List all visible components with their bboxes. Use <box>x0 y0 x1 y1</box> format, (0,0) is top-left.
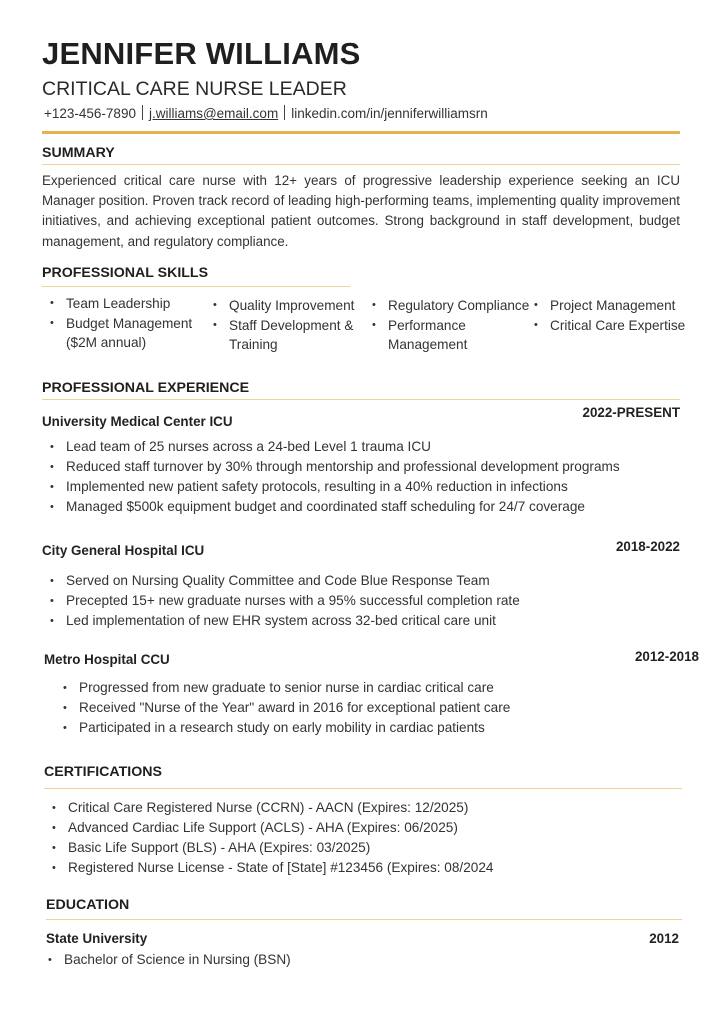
job-bullets <box>55 678 715 738</box>
skills-column-3 <box>364 296 539 355</box>
list-item: • Registered Nurse License - State of [State] #123456 (Expires: 08/2024 <box>44 858 704 878</box>
list-item: • Progressed from new graduate to senior nurse in cardiac critical care <box>55 678 715 698</box>
job-org: University Medical Center ICU <box>42 414 233 429</box>
certifications-list <box>44 798 704 878</box>
separator <box>284 105 285 120</box>
skill-item: • Project Management <box>526 296 716 316</box>
list-item: • Reduced staff turnover by 30% through mentorship and professional development programs <box>42 457 702 477</box>
phone: +123-456-7890 <box>44 106 136 121</box>
list-item: • Advanced Cardiac Life Support (ACLS) - AHA (Expires: 06/2025) <box>44 818 704 838</box>
list-item: • Bachelor of Science in Nursing (BSN) <box>40 950 700 970</box>
job-date: 2012-2018 <box>634 649 699 664</box>
job-org: City General Hospital ICU <box>42 543 205 558</box>
summary-text: Experienced critical care nurse with 12+ years of progressive leadership experience seeking an ICU Manager position. Proven track record of leading high-performing teams, implementing quality improvement initiatives, and achieving exceptional patient outcomes. Strong background in staff development, budget management, and regulatory compliance. <box>42 173 680 249</box>
job-org: Metro Hospital CCU <box>44 652 170 667</box>
skill-item: • Critical Care Expertise <box>526 316 716 336</box>
skill-item: • Regulatory Compliance <box>364 296 539 316</box>
education-list <box>40 950 700 970</box>
candidate-name: JENNIFER WILLIAMS <box>42 36 361 71</box>
education-divider <box>46 919 682 920</box>
job-date: 2022-PRESENT <box>582 405 680 420</box>
skill-item: • Staff Development & Training <box>205 316 370 355</box>
list-item: • Received "Nurse of the Year" award in 2016 for exceptional patient care <box>55 698 715 718</box>
summary-divider <box>42 164 680 165</box>
education-school: State University <box>46 931 148 946</box>
job-bullets <box>42 437 702 517</box>
skills-column-2 <box>205 296 370 355</box>
certifications-divider <box>44 788 682 789</box>
skills-column-1 <box>42 294 212 353</box>
skill-item: • Performance Management <box>364 316 539 355</box>
linkedin-link[interactable]: linkedin.com/in/jenniferwilliamsrn <box>291 106 488 121</box>
skills-heading: PROFESSIONAL SKILLS <box>42 265 209 281</box>
experience-divider <box>42 399 680 400</box>
experience-heading: PROFESSIONAL EXPERIENCE <box>42 380 250 396</box>
job-date: 2018-2022 <box>615 539 680 554</box>
list-item: • Critical Care Registered Nurse (CCRN) - AACN (Expires: 12/2025) <box>44 798 704 818</box>
list-item: • Led implementation of new EHR system across 32-bed critical care unit <box>42 611 702 631</box>
list-item: • Managed $500k equipment budget and coordinated staff scheduling for 24/7 coverage <box>42 497 702 517</box>
skill-item: • Quality Improvement <box>205 296 370 316</box>
certifications-heading: CERTIFICATIONS <box>44 764 162 780</box>
education-date: 2012 <box>649 931 679 946</box>
list-item: • Lead team of 25 nurses across a 24-bed Level 1 trauma ICU <box>42 437 702 457</box>
list-item: • Basic Life Support (BLS) - AHA (Expires: 03/2025) <box>44 838 704 858</box>
skill-item: • Budget Management ($2M annual) <box>42 314 212 353</box>
skills-column-4 <box>526 296 716 335</box>
list-item: • Implemented new patient safety protocols, resulting in a 40% reduction in infections <box>42 477 702 497</box>
contact-line <box>44 105 488 121</box>
separator <box>142 105 143 120</box>
list-item: • Precepted 15+ new graduate nurses with a 95% successful completion rate <box>42 591 702 611</box>
skill-item: • Team Leadership <box>42 294 212 314</box>
job-bullets <box>42 571 702 631</box>
skills-divider <box>42 286 350 287</box>
summary-heading: SUMMARY <box>42 145 115 161</box>
candidate-title: CRITICAL CARE NURSE LEADER <box>42 78 347 100</box>
list-item: • Served on Nursing Quality Committee and Code Blue Response Team <box>42 571 702 591</box>
email-link[interactable]: j.williams@email.com <box>148 106 279 121</box>
list-item: • Participated in a research study on early mobility in cardiac patients <box>55 718 715 738</box>
education-heading: EDUCATION <box>46 897 130 913</box>
header-divider <box>42 131 680 134</box>
